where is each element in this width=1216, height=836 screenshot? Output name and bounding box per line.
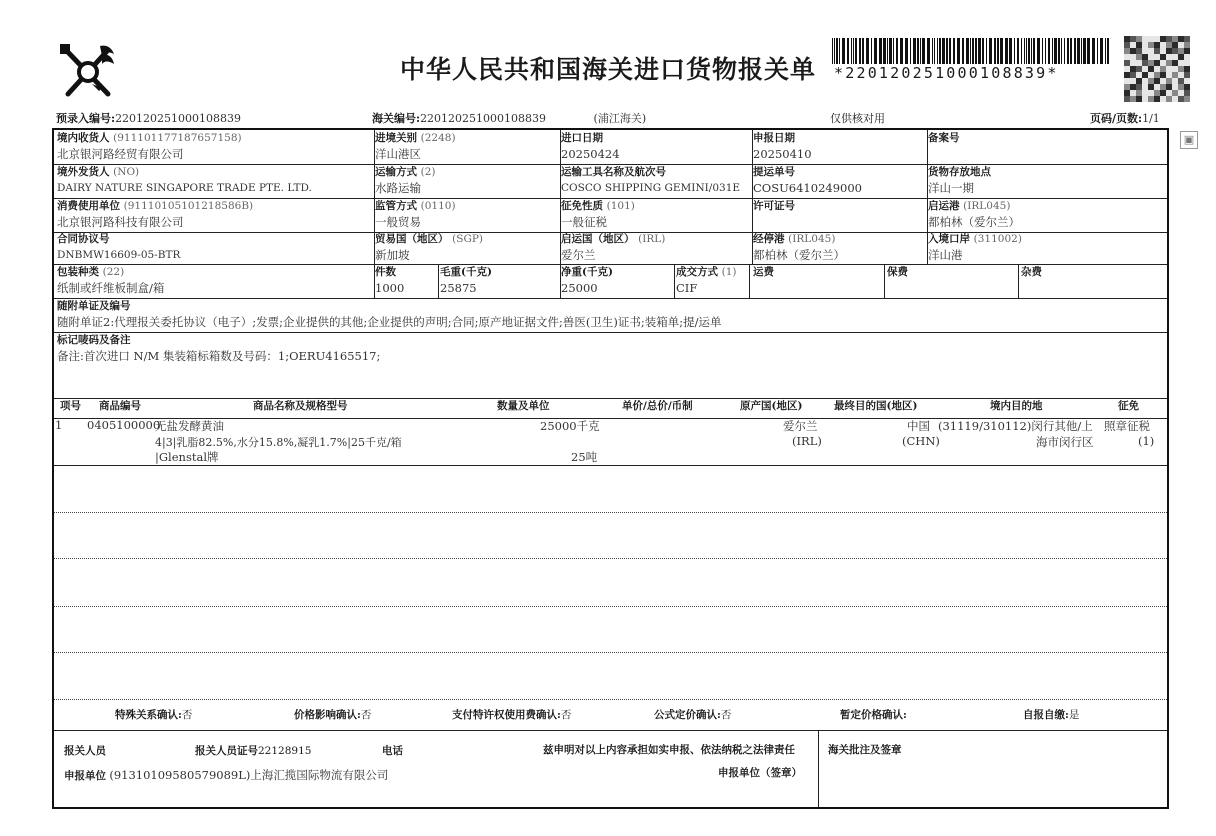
customs-emblem-icon [56, 40, 120, 104]
field-consignee: 境内收货人 (911101177187657158) 北京银河路经贸有限公司 [57, 132, 242, 161]
check-note: 仅供核对用 [830, 112, 885, 125]
field-origin-country: 启运国（地区） (IRL) 爱尔兰 [561, 233, 666, 262]
col-levy: 征免 [1118, 400, 1139, 412]
field-user-unit: 消费使用单位 (91110105101218586B) 北京银河路科技有限公司 [57, 200, 254, 229]
declare-seal-label: 申报单位（签章） [718, 767, 802, 779]
field-vessel: 运输工具名称及航次号 COSCO SHIPPING GEMINI/031E [561, 166, 741, 194]
field-storage: 货物存放地点 洋山一期 [928, 166, 991, 195]
goods-domestic-dest: (31119/310112)闵行其他/上 [938, 419, 1093, 433]
confirm-royalty: 支付特许权使用费确认:否 [452, 709, 572, 721]
legal-statement: 兹申明对以上内容承担如实申报、依法纳税之法律责任 [543, 744, 795, 756]
field-pieces: 件数 1000 [375, 266, 405, 295]
goods-origin-code: (IRL) [792, 434, 822, 448]
field-entry-port: 入境口岸 (311002) 洋山港 [928, 233, 1022, 262]
field-net-weight: 净重(千克) 25000 [561, 266, 613, 295]
field-trade-country: 贸易国（地区） (SGP) 新加坡 [375, 233, 483, 262]
goods-name: 无盐发酵黄油 [155, 419, 224, 433]
field-record-no: 备案号 [928, 132, 960, 144]
field-stop-port: 经停港 (IRL045) 都柏林（爱尔兰） [753, 233, 845, 262]
field-contract-no: 合同协议号 DNBMW16609-05-BTR [57, 233, 181, 261]
goods-qty-2: 25吨 [571, 450, 598, 464]
col-domestic-dest: 境内目的地 [990, 400, 1043, 412]
field-shipper: 境外发货人 (NO) DAIRY NATURE SINGAPORE TRADE PTE. LTD. [57, 166, 312, 194]
field-import-date: 进口日期 20250424 [561, 132, 620, 161]
goods-levy-code: (1) [1138, 434, 1155, 448]
field-freight: 运费 [753, 266, 774, 278]
confirm-self-pay: 自报自缴:是 [1023, 709, 1080, 721]
field-supervision: 监管方式 (0110) 一般贸易 [375, 200, 456, 229]
goods-origin: 爱尔兰 [783, 419, 818, 433]
confirm-special: 特殊关系确认:否 [115, 709, 193, 721]
goods-final-dest: 中国 [907, 419, 930, 433]
phone-label: 电话 [382, 745, 403, 757]
goods-qty: 25000千克 [540, 419, 600, 433]
goods-hs-code: 0405100000 [87, 418, 161, 432]
qr-code-icon [1124, 36, 1190, 102]
page-title: 中华人民共和国海关进口货物报关单 [400, 55, 817, 84]
goods-final-dest-code: (CHN) [902, 434, 940, 448]
field-declare-date: 申报日期 20250410 [753, 132, 812, 161]
goods-item-no: 1 [55, 418, 63, 432]
barcode-icon [832, 38, 1112, 64]
col-qty-unit: 数量及单位 [497, 400, 550, 412]
customs-number: 海关编号:220120251000108839 (浦江海关) [372, 112, 647, 125]
col-item-no: 项号 [60, 400, 81, 412]
field-misc-fee: 杂费 [1021, 266, 1042, 278]
scan-icon[interactable]: ▣ [1180, 131, 1198, 149]
goods-spec: 4|3|乳脂82.5%,水分15.8%,凝乳1.7%|25千克/箱 [155, 436, 402, 449]
field-package-type: 包装种类 (22) 纸制或纤维板制盒/箱 [57, 266, 165, 295]
field-bill-no: 提运单号 COSU6410249000 [753, 166, 862, 195]
field-license-no: 许可证号 [753, 200, 795, 212]
field-gross-weight: 毛重(千克) 25875 [440, 266, 492, 295]
goods-levy: 照章征税 [1104, 419, 1150, 433]
confirm-price-influence: 价格影响确认:否 [294, 709, 372, 721]
declare-unit: 申报单位 (91310109580579089L)上海汇揽国际物流有限公司 [64, 768, 389, 782]
col-price: 单价/总价/币制 [622, 400, 693, 412]
field-levy-nature: 征免性质 (101) 一般征税 [561, 200, 635, 229]
field-marks: 标记唛码及备注 备注:首次进口 N/M 集装箱标箱数及号码：1;OERU4165517; [57, 334, 381, 363]
col-origin: 原产国(地区) [740, 400, 803, 412]
pre-entry-number: 预录入编号:220120251000108839 [56, 112, 242, 125]
field-insurance: 保费 [887, 266, 908, 278]
field-docs: 随附单证及编号 随附单证2:代理报关委托协议（电子）;发票;企业提供的其他;企业提供的声明;合同;原产地证据文件;兽医(卫生)证书;装箱单;提/运单 [57, 300, 722, 329]
declarant-cert: 报关人员证号22128915 [195, 745, 312, 757]
page-count: 页码/页数:1/1 [1090, 112, 1160, 125]
field-transport-mode: 运输方式 (2) 水路运输 [375, 166, 436, 195]
col-final-dest: 最终目的国(地区) [834, 400, 918, 412]
col-name-spec: 商品名称及规格型号 [253, 400, 348, 412]
col-hs-code: 商品编号 [99, 400, 141, 412]
confirm-formula-price: 公式定价确认:否 [654, 709, 732, 721]
field-entry-customs: 进境关别 (2248) 洋山港区 [375, 132, 456, 161]
field-departure-port: 启运港 (IRL045) 都柏林（爱尔兰） [928, 200, 1020, 229]
customs-approval-label: 海关批注及签章 [828, 744, 902, 756]
goods-brand: |Glenstal牌 [155, 450, 219, 464]
declarant-label: 报关人员 [64, 745, 106, 757]
confirm-provisional-price: 暂定价格确认: [840, 709, 907, 721]
barcode-text: *220120251000108839* [834, 64, 1059, 82]
field-deal-mode: 成交方式 (1) CIF [676, 266, 737, 295]
goods-domestic-dest-2: 海市闵行区 [1036, 435, 1094, 449]
